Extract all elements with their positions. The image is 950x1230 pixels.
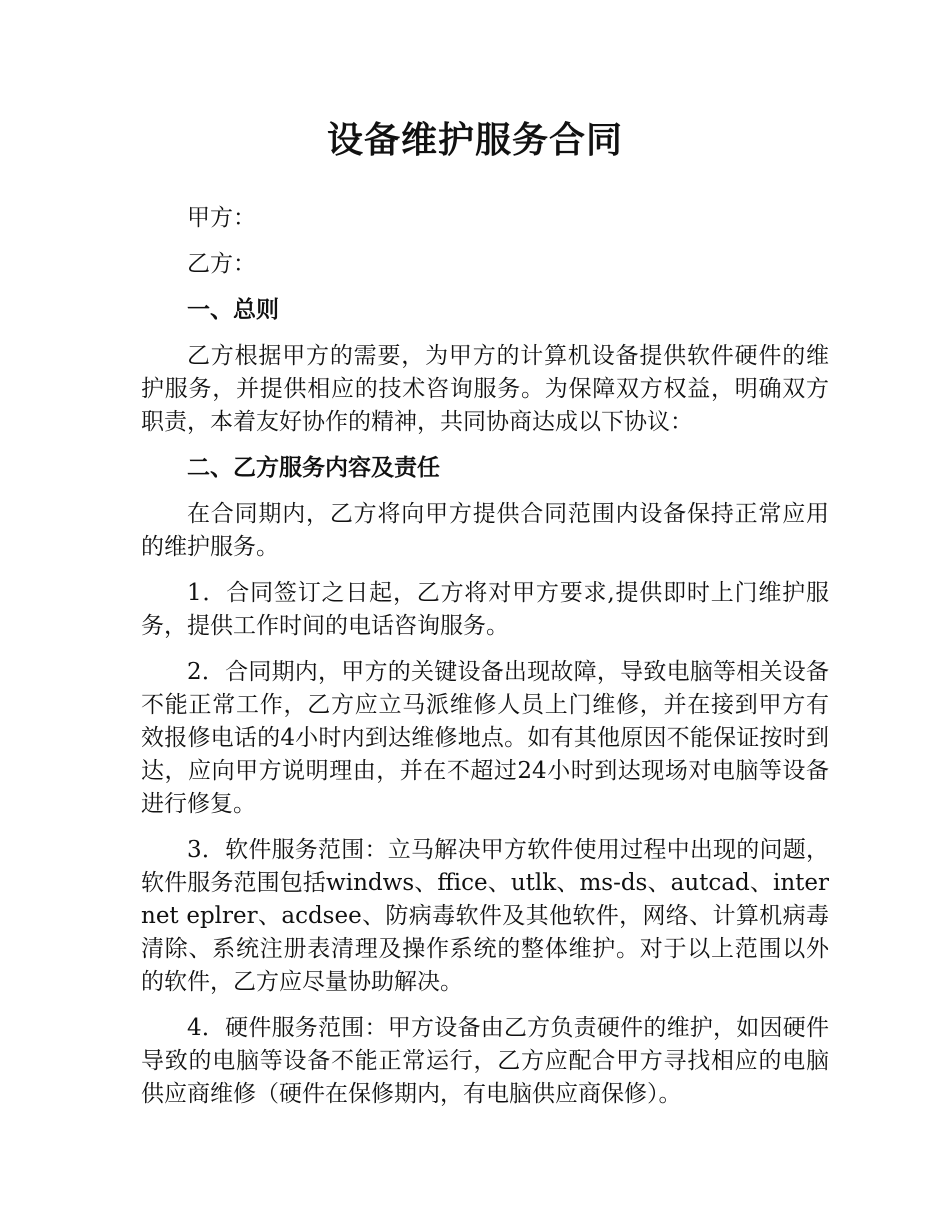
clause-4-paragraph: 4．硬件服务范围：甲方设备由乙方负责硬件的维护，如因硬件导致的电脑等设备不能正常运行，乙方应配合甲方寻找相应的电脑供应商维修（硬件在保修期内，有电脑供应商保修）。 bbox=[141, 1015, 829, 1107]
clause-2-paragraph: 2．合同期内，甲方的关键设备出现故障，导致电脑等相关设备不能正常工作，乙方应立马派维修人员上门维修，并在接到甲方有效报修电话的4小时内到达维修地点。如有其他原因不能保证按时到达，应向甲方说明理由，并在不超过24小时到达现场对电脑等设备进行修复。 bbox=[141, 659, 829, 817]
section-1-heading: 一、总则 bbox=[187, 297, 279, 323]
clause-1-paragraph: 1．合同签订之日起，乙方将对甲方要求,提供即时上门维护服务，提供工作时间的电话咨询服务。 bbox=[141, 580, 829, 639]
party-a-label: 甲方： bbox=[187, 205, 256, 231]
document-title: 设备维护服务合同 bbox=[326, 120, 623, 161]
section-2-heading: 二、乙方服务内容及责任 bbox=[187, 455, 440, 481]
document-body bbox=[141, 202, 829, 1124]
section-2-intro-paragraph: 在合同期内，乙方将向甲方提供合同范围内设备保持正常应用的维护服务。 bbox=[141, 501, 829, 560]
clause-3-paragraph: 3．软件服务范围：立马解决甲方软件使用过程中出现的问题，软件服务范围包括windws、ffice、utlk、ms-ds、autcad、internet eplrer、acdsee、防病毒软件及其他软件，网络、计算机病毒清除、系统注册表清理及操作系统的整体维护。对于以上范围以外的软件，乙方应尽量协助解决。 bbox=[141, 837, 829, 995]
party-b-label: 乙方： bbox=[187, 251, 256, 277]
section-1-paragraph: 乙方根据甲方的需要，为甲方的计算机设备提供软件硬件的维护服务，并提供相应的技术咨询服务。为保障双方权益，明确双方职责，本着友好协作的精神，共同协商达成以下协议： bbox=[141, 343, 829, 435]
